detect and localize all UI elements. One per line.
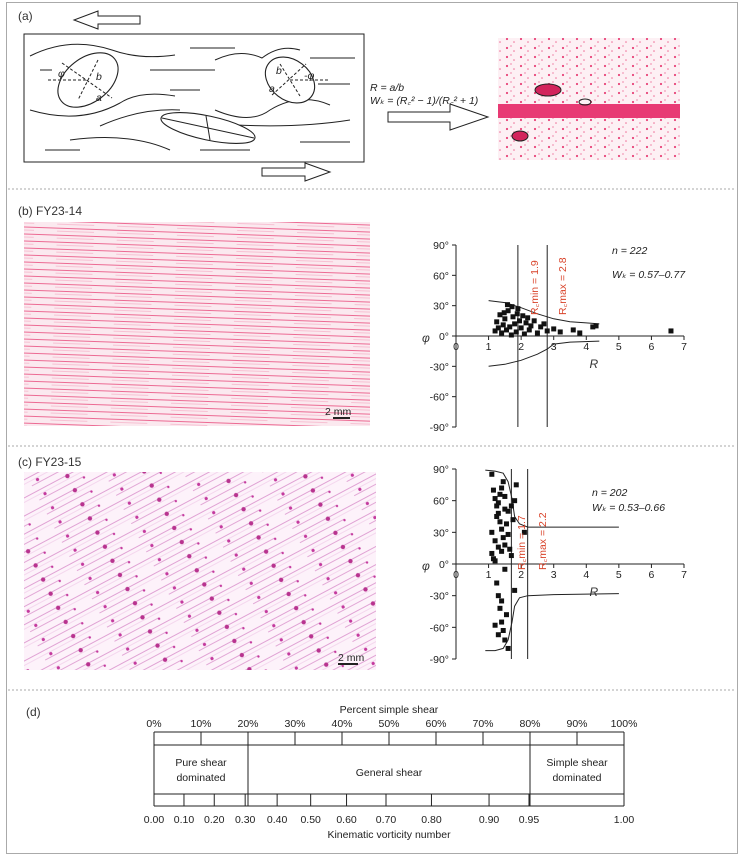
zone-general-shear-label: General shear — [355, 767, 423, 779]
data-point — [519, 325, 524, 330]
data-point — [493, 623, 498, 628]
equation-wk: Wₖ = (R꜀² − 1)/(R꜀² + 1) — [370, 95, 479, 107]
panel-c-label: (c) FY23-15 — [18, 455, 82, 469]
data-point — [494, 319, 499, 324]
data-point — [512, 588, 517, 593]
data-point — [496, 593, 501, 598]
data-point — [515, 311, 520, 316]
data-point — [501, 628, 506, 633]
inset-ellipse-3 — [512, 131, 528, 141]
label-b-left: b — [96, 71, 102, 83]
x-tick-label: 0 — [453, 569, 459, 581]
percent-simple-shear-title: Percent simple shear — [339, 704, 439, 716]
label-phi-left: φ — [58, 68, 65, 80]
x-tick-label: 5 — [615, 569, 622, 581]
data-point — [494, 581, 499, 586]
wk-tick-label: 0.50 — [300, 814, 321, 826]
wk-tick-label: 0.00 — [143, 814, 165, 826]
data-point — [558, 329, 563, 334]
data-point — [504, 521, 509, 526]
wk-tick-label: 0.90 — [478, 814, 500, 826]
panel-d-label: (d) — [26, 705, 41, 719]
data-point — [517, 318, 522, 323]
photomicrograph-c — [24, 472, 376, 670]
rc-max-label: R꜀max = 2.8 — [557, 257, 569, 315]
rc-max-label: R꜀max = 2.2 — [537, 512, 549, 570]
data-point — [522, 331, 527, 336]
data-point — [499, 486, 504, 491]
y-tick-label: 30° — [433, 527, 449, 540]
data-point — [499, 527, 504, 532]
data-point — [502, 316, 507, 321]
data-point — [509, 332, 514, 337]
percent-tick-label: 0% — [146, 718, 162, 730]
x-tick-label: 3 — [550, 569, 557, 581]
data-point — [506, 532, 511, 537]
data-point — [507, 547, 512, 552]
data-point — [496, 325, 501, 330]
inset-ellipse-1 — [535, 84, 561, 96]
data-point — [499, 620, 504, 625]
y-tick-label: 30° — [433, 300, 449, 313]
scale-label-b: 2 mm — [325, 406, 352, 418]
x-tick-label: 3 — [550, 341, 557, 353]
y-tick-label: 90° — [433, 464, 449, 476]
data-point — [510, 304, 515, 309]
data-point — [524, 320, 529, 325]
zone-simple-shear-label: Simple shear — [546, 757, 608, 769]
inset-thin-section — [498, 38, 680, 160]
x-tick-label: 1 — [485, 569, 492, 581]
data-point — [668, 328, 673, 333]
y-axis-label: φ — [422, 331, 430, 345]
data-point — [551, 326, 556, 331]
y-tick-label: 90° — [433, 240, 449, 252]
data-point — [496, 632, 501, 637]
percent-tick-label: 100% — [610, 718, 638, 730]
y-tick-label: 60° — [433, 495, 449, 508]
x-tick-label: 6 — [648, 569, 655, 581]
data-point — [489, 551, 494, 556]
panel-d — [26, 704, 637, 841]
data-point — [502, 567, 507, 572]
data-point — [502, 494, 507, 499]
data-point — [525, 315, 530, 320]
percent-tick-label: 10% — [190, 718, 212, 730]
label-b-right: b — [276, 65, 282, 77]
data-point — [514, 329, 519, 334]
data-point — [489, 530, 494, 535]
x-tick-label: 4 — [583, 341, 590, 353]
wk-tick-label: 0.80 — [421, 814, 442, 826]
data-point — [511, 517, 516, 522]
wk-label-b: Wₖ = 0.57–0.77 — [612, 269, 686, 281]
data-point — [499, 598, 504, 603]
y-tick-label: 60° — [433, 270, 449, 283]
kinematic-vorticity-title: Kinematic vorticity number — [327, 829, 451, 841]
label-neg-phi-right: -φ — [304, 70, 315, 82]
data-point — [502, 310, 507, 315]
wk-tick-label: 0.70 — [375, 814, 397, 826]
percent-tick-label: 40% — [331, 718, 353, 730]
zone-pure-shear-label-2: dominated — [176, 772, 226, 784]
data-point — [497, 519, 502, 524]
x-tick-label: 7 — [681, 341, 687, 353]
wk-tick-label: 0.10 — [173, 814, 195, 826]
y-tick-label: -60° — [429, 391, 449, 404]
equation-r: R = a/b — [370, 82, 405, 94]
vorticity-scale — [144, 718, 638, 826]
inset-band — [498, 104, 680, 118]
data-point — [499, 549, 504, 554]
data-point — [509, 503, 514, 508]
x-tick-label: 6 — [648, 341, 655, 353]
data-point — [493, 538, 498, 543]
percent-tick-label: 70% — [472, 718, 494, 730]
data-point — [514, 482, 519, 487]
data-point — [541, 321, 546, 326]
data-point — [507, 324, 512, 329]
transform-arrow — [388, 104, 488, 130]
wk-tick-label: 0.30 — [234, 814, 256, 826]
wk-tick-label: 0.95 — [518, 814, 540, 826]
data-point — [497, 492, 502, 497]
data-point — [520, 313, 525, 318]
panel-c — [18, 455, 687, 670]
x-tick-label: 5 — [615, 341, 622, 353]
x-tick-label: 1 — [485, 341, 492, 353]
scale-label-c: 2 mm — [338, 652, 365, 664]
data-point — [594, 323, 599, 328]
data-point — [489, 472, 494, 477]
panel-b — [18, 204, 687, 434]
x-tick-label: 2 — [518, 569, 525, 581]
shear-arrow-top — [74, 11, 140, 29]
x-axis-label: R — [589, 585, 599, 599]
data-point — [501, 535, 506, 540]
n-label-b: n = 222 — [612, 245, 648, 257]
y-tick-label: 0° — [438, 331, 449, 343]
rc-min-label: R꜀min = 1.7 — [516, 515, 528, 570]
data-point — [494, 514, 499, 519]
rf-phi-plot-c — [422, 464, 687, 666]
panel-a — [18, 9, 680, 181]
zone-pure-shear-label: Pure shear — [175, 757, 227, 769]
label-a-right: a — [269, 83, 275, 95]
data-point — [515, 306, 520, 311]
panel-b-label: (b) FY23-14 — [18, 204, 83, 218]
x-tick-label: 4 — [583, 569, 590, 581]
data-point — [532, 318, 537, 323]
label-a-left: a — [96, 92, 102, 104]
wk-tick-label: 0.40 — [266, 814, 288, 826]
data-point — [501, 322, 506, 327]
percent-tick-label: 50% — [378, 718, 400, 730]
data-point — [499, 330, 504, 335]
data-point — [502, 543, 507, 548]
y-tick-label: -90° — [429, 654, 449, 666]
wk-label-c: Wₖ = 0.53–0.66 — [592, 502, 666, 514]
data-point — [512, 498, 517, 503]
percent-tick-label: 80% — [519, 718, 541, 730]
data-point — [509, 553, 514, 558]
percent-tick-label: 90% — [566, 718, 588, 730]
percent-tick-label: 60% — [425, 718, 447, 730]
data-point — [528, 323, 533, 328]
wk-tick-label: 1.00 — [613, 814, 635, 826]
n-label-c: n = 202 — [592, 487, 628, 499]
x-tick-label: 7 — [681, 569, 687, 581]
wk-tick-label: 0.60 — [336, 814, 357, 826]
data-point — [504, 612, 509, 617]
photomicrograph-b — [24, 222, 370, 426]
data-point — [535, 330, 540, 335]
data-point — [571, 327, 576, 332]
percent-tick-label: 30% — [284, 718, 306, 730]
y-tick-label: -60° — [429, 622, 449, 635]
percent-tick-label: 20% — [237, 718, 259, 730]
data-point — [506, 646, 511, 651]
data-point — [502, 638, 507, 643]
rc-min-label: R꜀min = 1.9 — [529, 260, 541, 315]
panel-a-label: (a) — [18, 9, 33, 23]
y-tick-label: -30° — [429, 361, 449, 374]
y-tick-label: -90° — [429, 422, 449, 434]
x-axis-label: R — [589, 357, 599, 371]
shear-arrow-bottom — [262, 163, 330, 181]
x-tick-label: 0 — [453, 341, 459, 353]
wk-tick-label: 0.20 — [204, 814, 225, 826]
data-point — [545, 328, 550, 333]
data-point — [493, 558, 498, 563]
data-point — [506, 509, 511, 514]
x-tick-label: 2 — [518, 341, 525, 353]
y-tick-label: 0° — [438, 559, 449, 571]
y-axis-label: φ — [422, 559, 430, 573]
data-point — [577, 330, 582, 335]
data-point — [505, 302, 510, 307]
data-point — [496, 500, 501, 505]
y-tick-label: -30° — [429, 590, 449, 603]
data-point — [512, 321, 517, 326]
zone-simple-shear-label-2: dominated — [552, 772, 602, 784]
data-point — [497, 606, 502, 611]
data-point — [501, 479, 506, 484]
data-point — [491, 488, 496, 493]
